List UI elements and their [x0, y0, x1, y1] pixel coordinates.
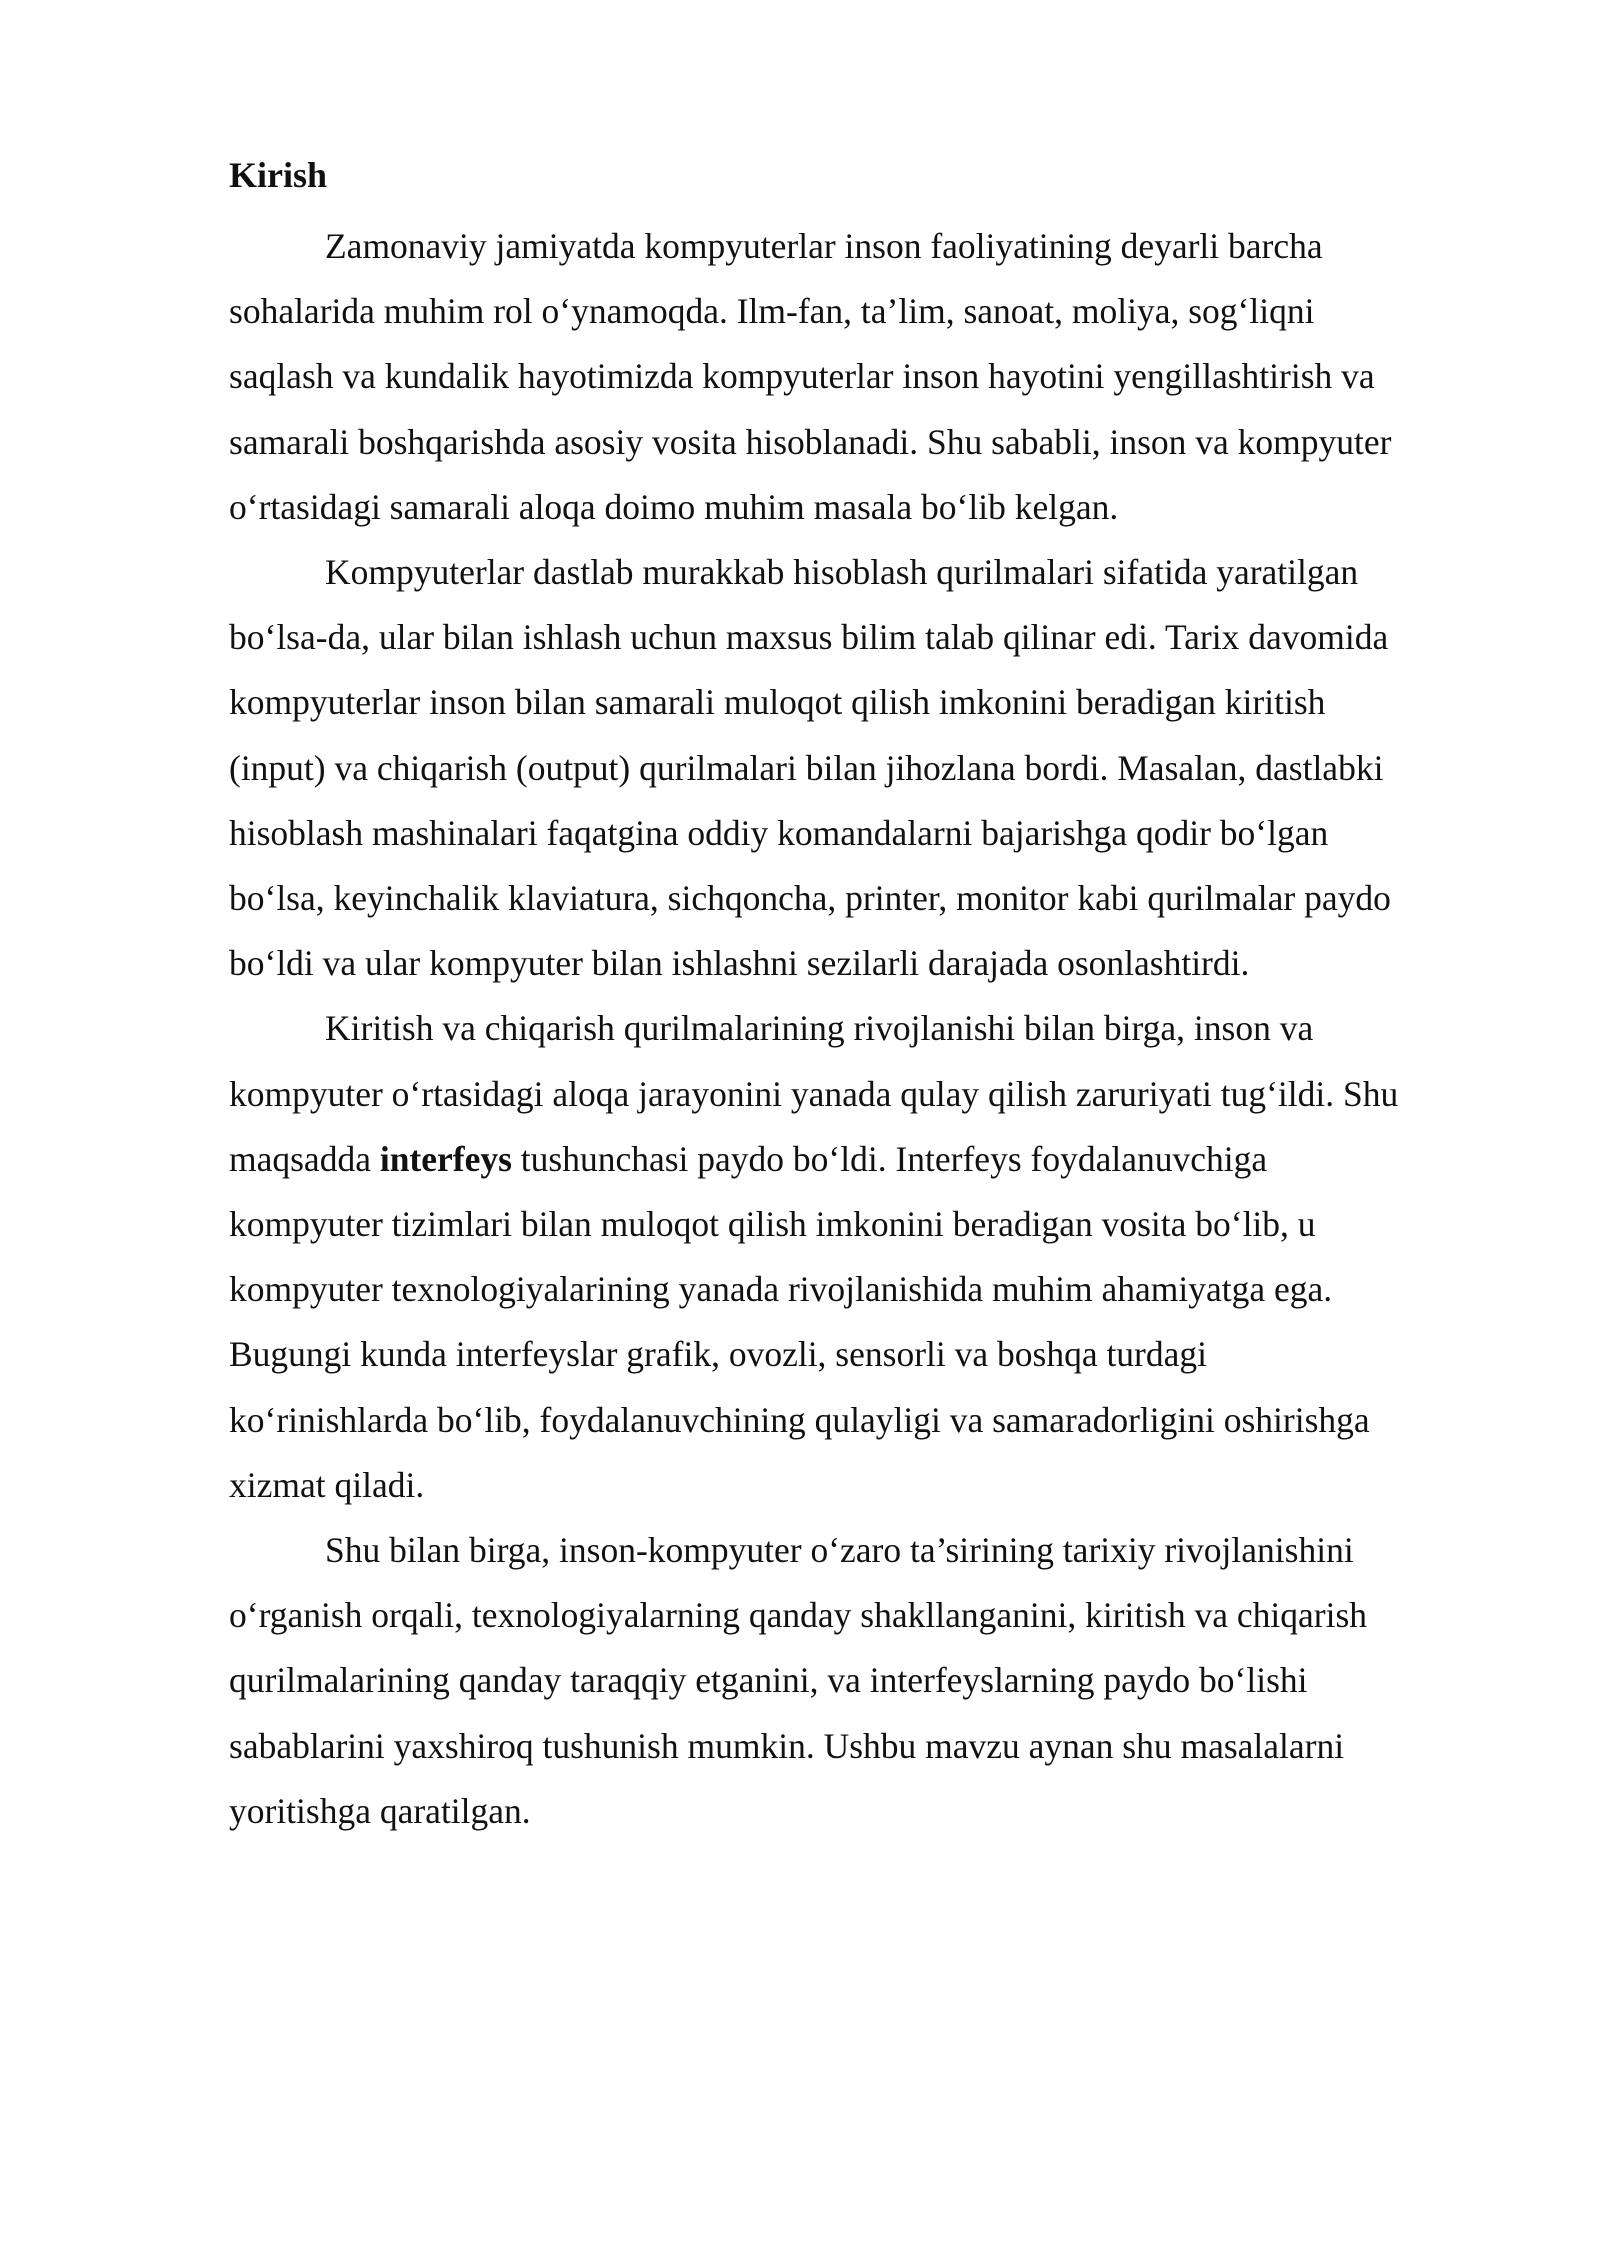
text-line: sabablarini yaxshiroq tushunish mumkin. Ushbu mavzu aynan shu masalalarni [229, 1725, 1345, 1766]
text-line: bo‘lsa-da, ular bilan ishlash uchun maxsus bilim talab qilinar edi. Tarix davomida [229, 617, 1389, 658]
text-line: kompyuter o‘rtasidagi aloqa jarayonini yanada qulay qilish zaruriyati tug‘ildi. Shu [229, 1073, 1399, 1114]
document-page [229, 148, 1479, 1844]
text-line: hisoblash mashinalari faqatgina oddiy komandalarni bajarishga qodir bo‘lgan [229, 812, 1329, 853]
text-line: sohalarida muhim rol o‘ynamoqda. Ilm-fan, ta’lim, sanoat, moliya, sog‘liqni [229, 291, 1315, 332]
text-line: yoritishga qaratilgan. [229, 1790, 531, 1831]
paragraph-3 [229, 996, 1479, 1518]
paragraph-4 [229, 1518, 1479, 1844]
text-line: bo‘lsa, keyinchalik klaviatura, sichqoncha, printer, monitor kabi qurilmalar paydo [229, 878, 1391, 919]
section-heading: Kirish [229, 155, 328, 195]
paragraph-2 [229, 540, 1479, 996]
text-line: o‘rtasidagi samarali aloqa doimo muhim masala bo‘lib kelgan. [229, 486, 1119, 527]
text-line: Shu bilan birga, inson-kompyuter o‘zaro ta’sirining tarixiy rivojlanishini [325, 1530, 1354, 1571]
text-line: bo‘ldi va ular kompyuter bilan ishlashni sezilarli darajada osonlashtirdi. [229, 943, 1250, 984]
text-line: saqlash va kundalik hayotimizda kompyuterlar inson hayotini yengillashtirish va [229, 356, 1375, 397]
text-line: kompyuterlar inson bilan samarali muloqot qilish imkonini beradigan kiritish [229, 682, 1326, 723]
text-line: o‘rganish orqali, texnologiyalarning qanday shakllanganini, kiritish va chiqarish [229, 1595, 1368, 1636]
text-line: samarali boshqarishda asosiy vosita hisoblanadi. Shu sababli, inson va kompyuter [229, 421, 1392, 462]
bold-term: interfeys [379, 1138, 512, 1179]
text-line: Zamonaviy jamiyatda kompyuterlar inson faoliyatining deyarli barcha [325, 226, 1323, 266]
text-line: Kompyuterlar dastlab murakkab hisoblash qurilmalari sifatida yaratilgan [325, 552, 1359, 593]
text-line-with-bold [229, 1127, 1479, 1192]
text-line: kompyuter tizimlari bilan muloqot qilish imkonini beradigan vosita bo‘lib, u [229, 1204, 1316, 1245]
paragraph-1 [229, 214, 1479, 540]
text-line: kompyuter texnologiyalarining yanada rivojlanishida muhim ahamiyatga ega. [229, 1269, 1333, 1310]
text-line: (input) va chiqarish (output) qurilmalari bilan jihozlana bordi. Masalan, dastlabki [229, 747, 1384, 788]
text-line: ko‘rinishlarda bo‘lib, foydalanuvchining qulayligi va samaradorligini oshirishga [229, 1399, 1370, 1440]
text-line: qurilmalarining qanday taraqqiy etganini, va interfeyslarning paydo bo‘lishi [229, 1660, 1308, 1701]
text-line: Bugungi kunda interfeyslar grafik, ovozli, sensorli va boshqa turdagi [229, 1334, 1208, 1375]
text-run: tushunchasi paydo bo‘ldi. Interfeys foydalanuvchiga [511, 1138, 1268, 1179]
text-run: maqsadda [229, 1138, 380, 1179]
text-line: Kiritish va chiqarish qurilmalarining rivojlanishi bilan birga, inson va [325, 1008, 1314, 1049]
text-line: xizmat qiladi. [229, 1464, 425, 1505]
